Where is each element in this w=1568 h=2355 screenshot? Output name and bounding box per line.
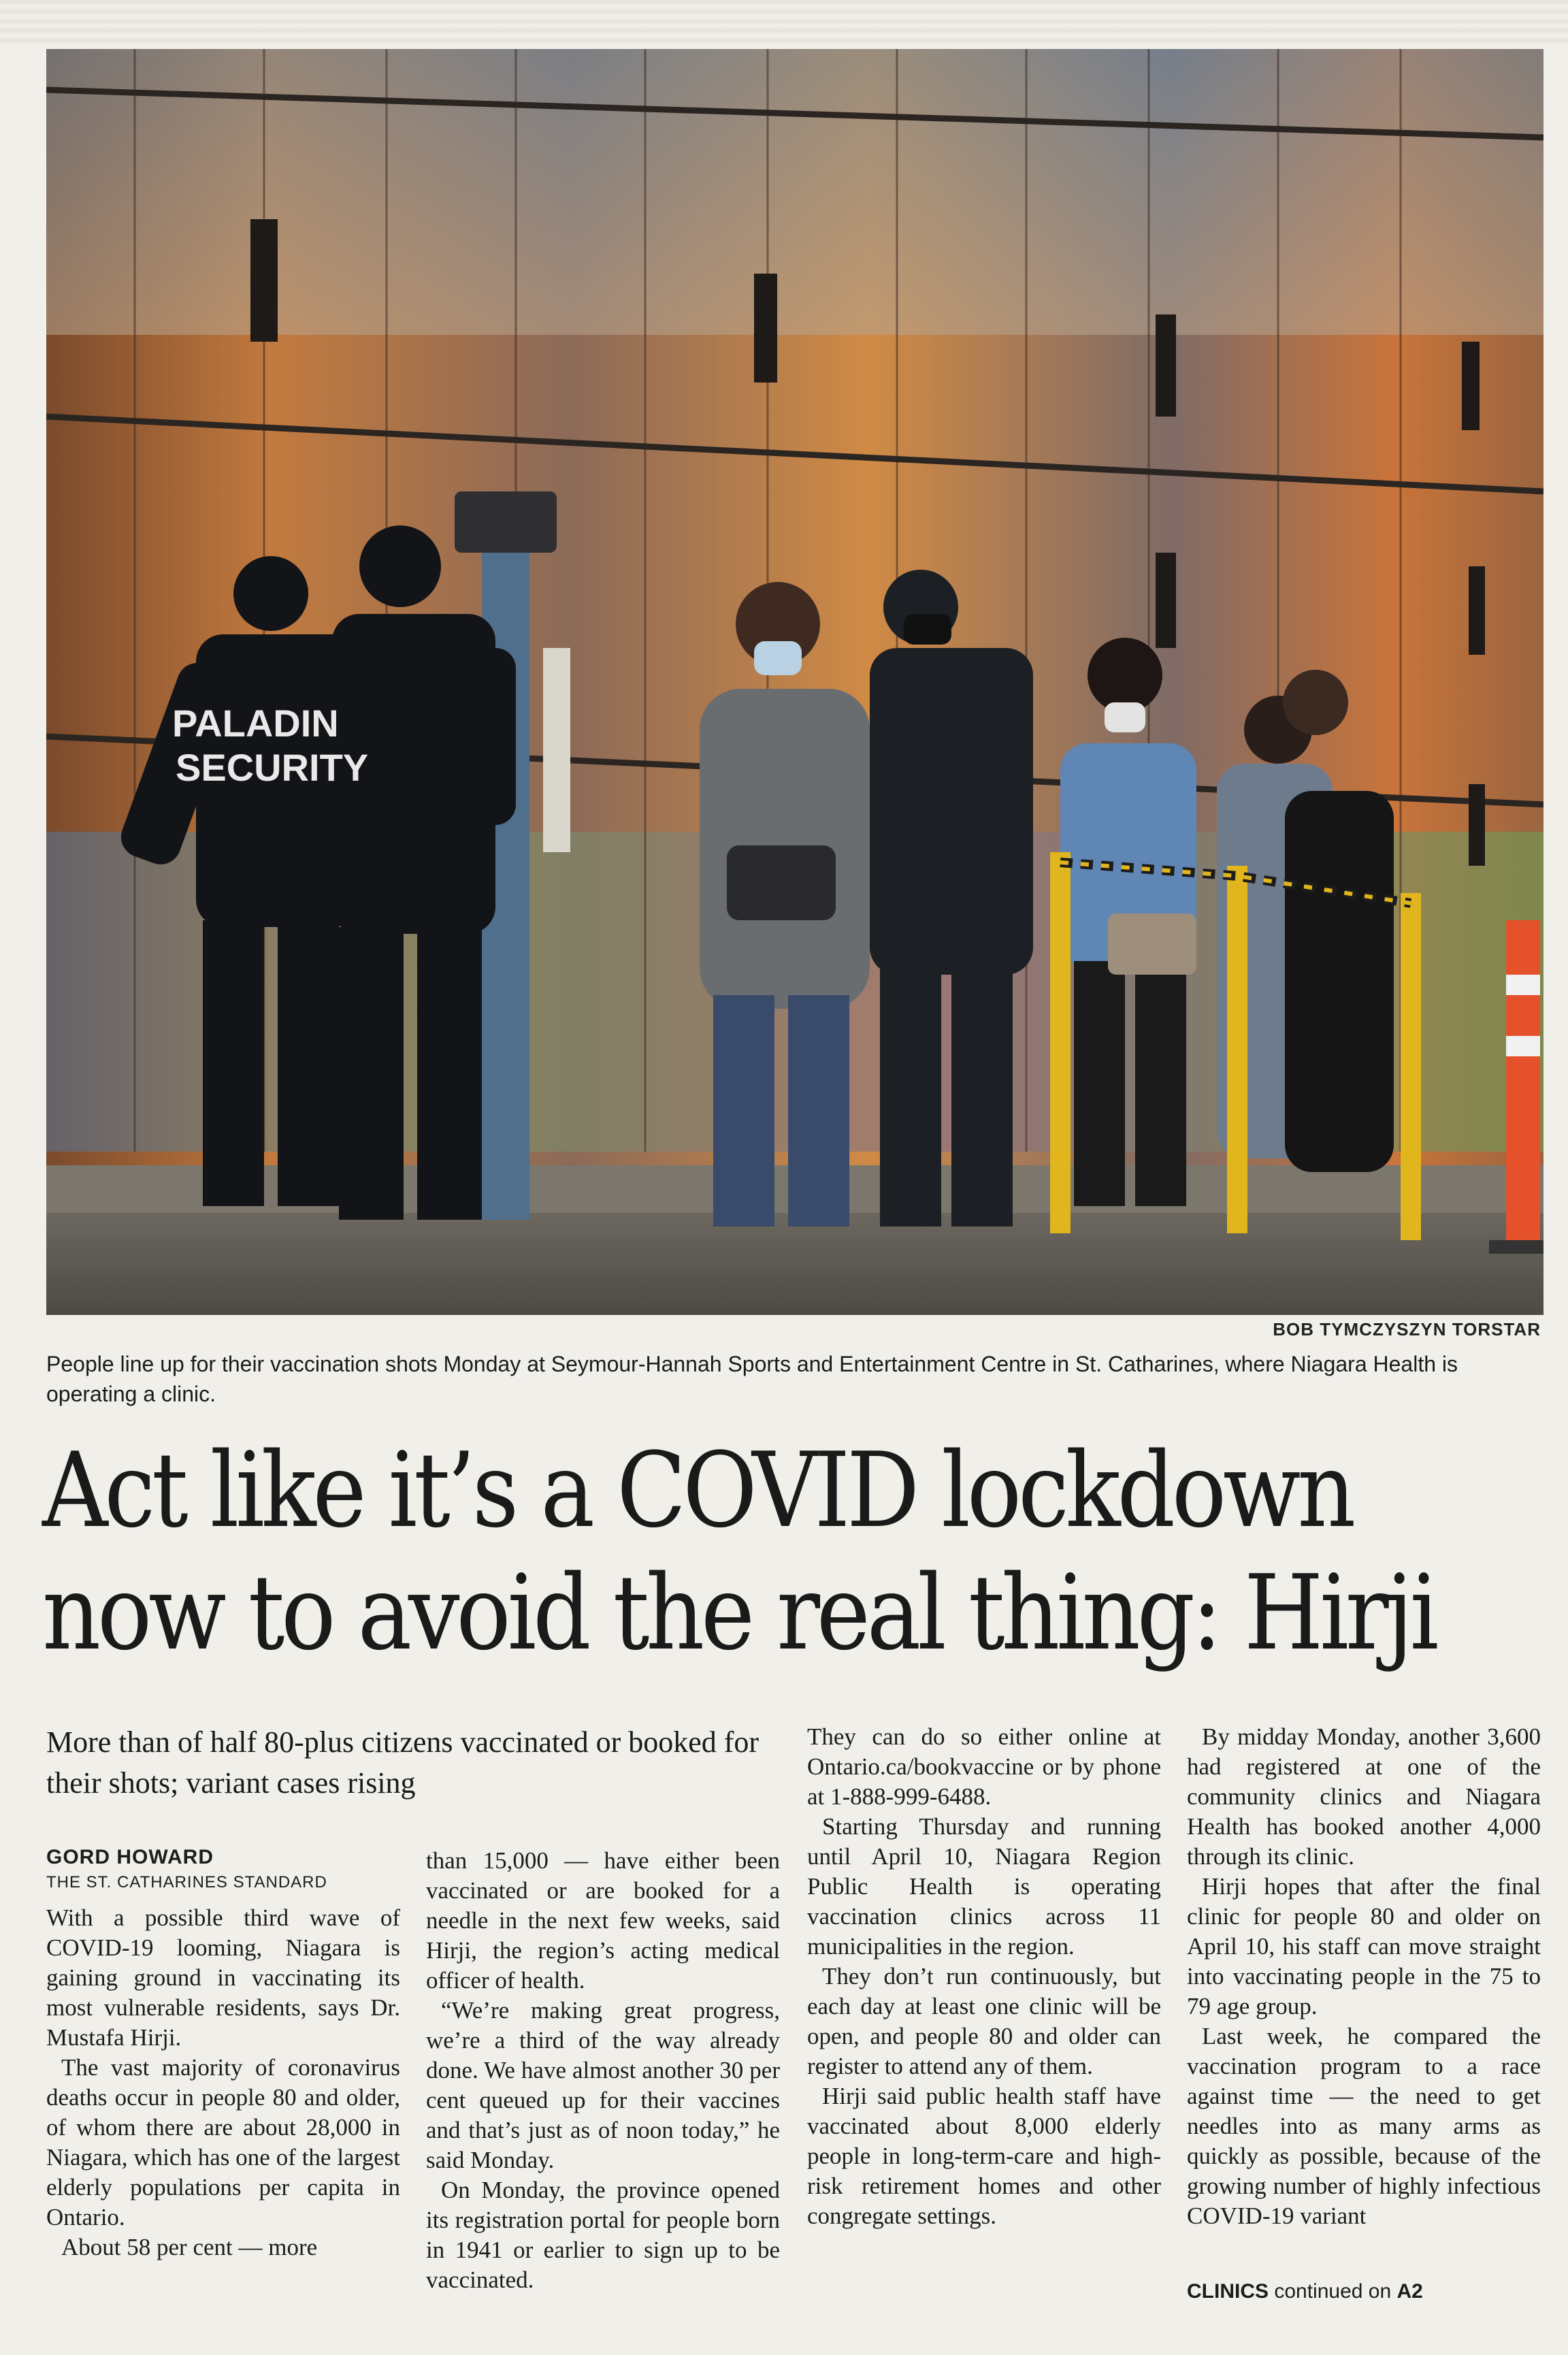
article-column-2 [426, 1846, 780, 2295]
news-photo [46, 49, 1544, 1315]
paragraph: They can do so either online at Ontario.ca/bookvaccine or by phone at 1-888-999-6488. [807, 1723, 1161, 1810]
headline-line-1: Act like it’s a COVID lockdown [42, 1430, 1353, 1550]
jump-page: A2 [1396, 2280, 1423, 2303]
headline [42, 1429, 1436, 1674]
svg-text:SECURITY: SECURITY [176, 746, 369, 789]
svg-text:PALADIN: PALADIN [172, 702, 339, 745]
photo-credit: BOB TYMCZYSZYN TORSTAR [1273, 1319, 1541, 1339]
paragraph: Hirji said public health staff have vaccinated about 8,000 elderly people in long-term-care and high-risk retirement homes and other congregate settings. [807, 2083, 1161, 2229]
paragraph: Last week, he compared the vaccination program to a race against time — the need to get needles into as many arms as quickly as possible, because of the growing number of highly infectious COVID-19 variant [1187, 2023, 1541, 2229]
bleed-through-text [0, 0, 1568, 45]
article-column-4 [1187, 1722, 1541, 2231]
paragraph: than 15,000 — have either been vaccinated or are booked for a needle in the next few weeks, said Hirji, the region’s acting medical officer of health. [426, 1847, 780, 1994]
byline-organization: THE ST. CATHARINES STANDARD [46, 1873, 327, 1891]
subheadline: More than of half 80-plus citizens vaccinated or booked for their shots; variant cases rising [46, 1725, 760, 1800]
jump-label: CLINICS [1187, 2280, 1269, 2303]
paragraph: Hirji hopes that after the final clinic for people 80 and older on April 10, his staff can move straight into vaccinating people in the 75 to 79 age group. [1187, 1873, 1541, 2019]
paragraph: They don’t run continuously, but each day at least one clinic will be open, and people 80 and older can register to attend any of them. [807, 1963, 1161, 2079]
photo-illustration [46, 49, 1544, 1315]
article-column-1 [46, 1903, 400, 2262]
paragraph: With a possible third wave of COVID-19 looming, Niagara is gaining ground in vaccinating its most vulnerable residents, says Dr. Mustafa Hirji. [46, 1904, 400, 2051]
paragraph: About 58 per cent — more [61, 2234, 318, 2260]
paragraph: Starting Thursday and running until April 10, Niagara Region Public Health is operating vaccination clinics across 11 municipalities in the region. [807, 1813, 1161, 1960]
paragraph: On Monday, the province opened its registration portal for people born in 1941 or earlier to sign up to be vaccinated. [426, 2177, 780, 2293]
paragraph: By midday Monday, another 3,600 had registered at one of the community clinics and Niagara Health has booked another 4,000 through its clinic. [1187, 1723, 1541, 1870]
photo-caption: People line up for their vaccination shots Monday at Seymour-Hannah Sports and Entertainment Centre in St. Catharines, where Niagara Health is operating a clinic. [46, 1352, 1458, 1406]
paragraph: The vast majority of coronavirus deaths occur in people 80 and older, of whom there are about 28,000 in Niagara, which has one of the largest elderly populations per capita in Ontario. [46, 2054, 400, 2230]
article-column-3 [807, 1722, 1161, 2231]
byline-author: GORD HOWARD [46, 1846, 214, 1868]
jump-text: continued on [1274, 2280, 1392, 2303]
continuation-line [1187, 2280, 1423, 2303]
headline-line-2: now to avoid the real thing: Hirji [42, 1553, 1436, 1673]
paragraph: “We’re making great progress, we’re a third of the way already done. We have almost another 30 per cent queued up for their vaccines and that’s just as of noon today,” he said Monday. [426, 1997, 780, 2173]
